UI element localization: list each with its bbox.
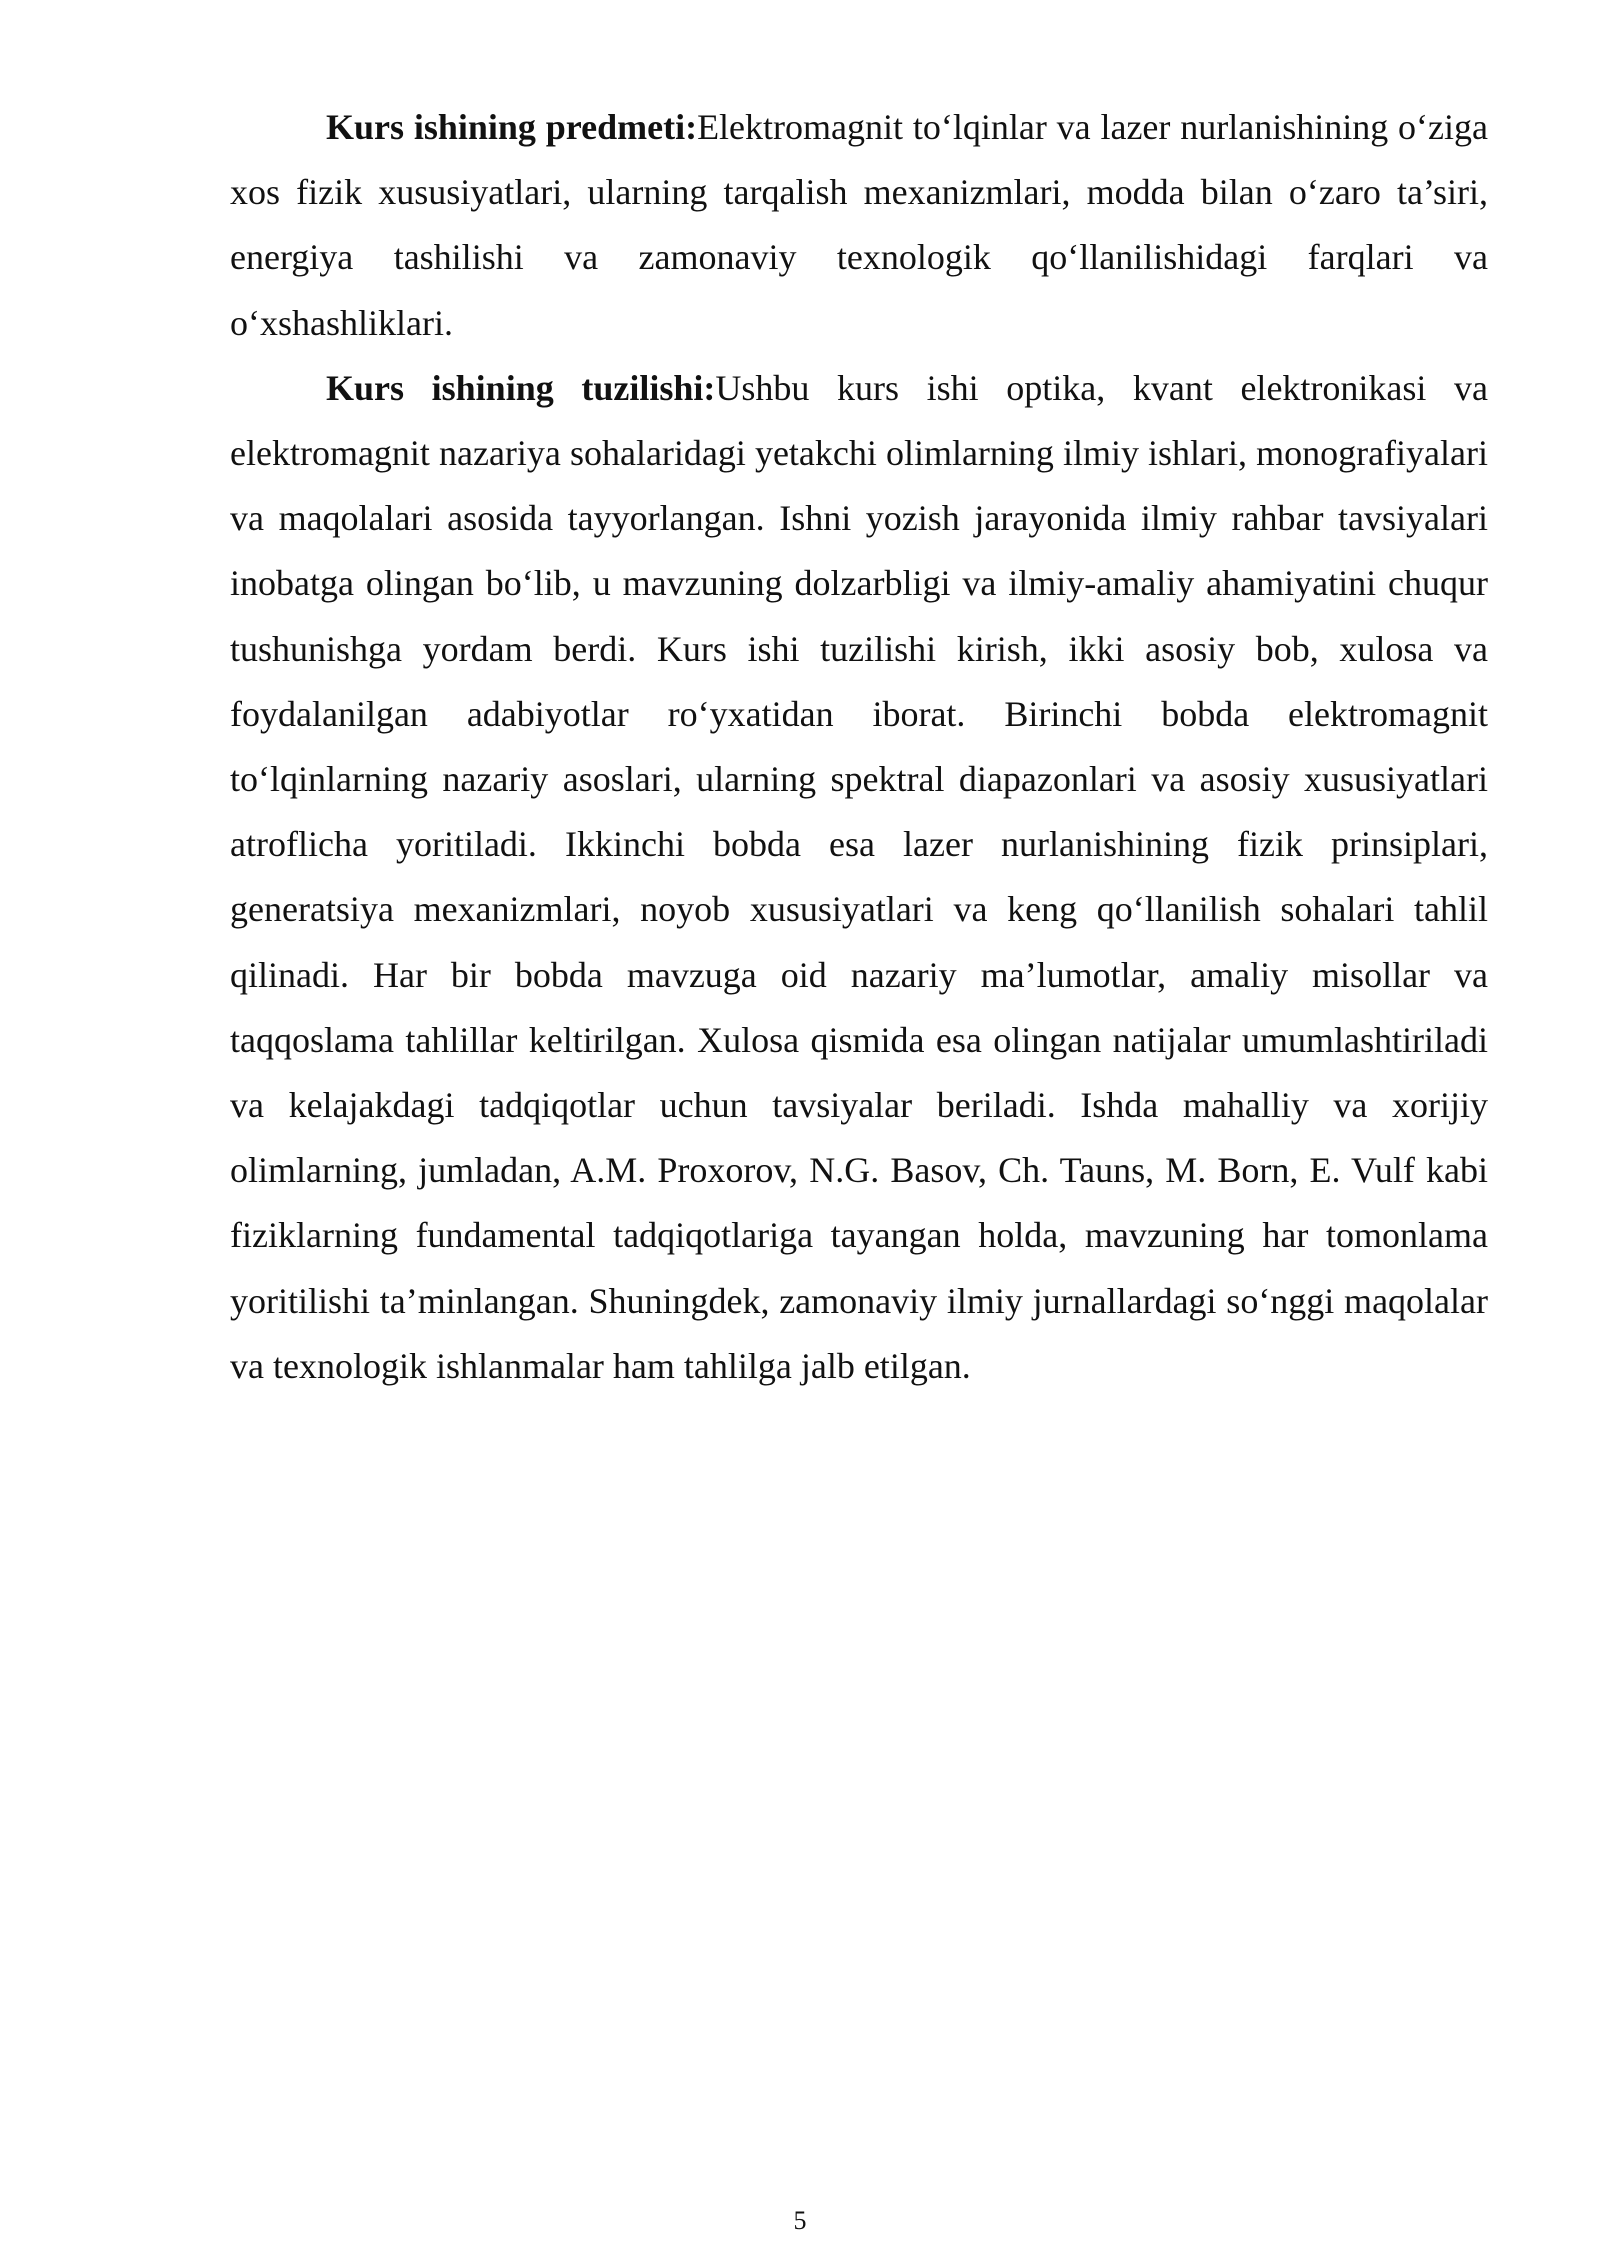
document-body bbox=[230, 95, 1488, 1399]
paragraph-subject-text: Elektromagnit to‘lqinlar va lazer nurlanishining o‘ziga xos fizik xususiyatlari, ularning tarqalish mexanizmlari, modda bilan o‘zaro ta’siri, energiya tashilishi va zamonaviy texnologik qo‘llanilishidagi farqlari va o‘xshashliklari. bbox=[230, 107, 1488, 343]
paragraph-subject-label: Kurs ishining predmeti: bbox=[326, 107, 698, 147]
paragraph-structure-label: Kurs ishining tuzilishi: bbox=[326, 367, 716, 408]
paragraph-structure bbox=[230, 356, 1488, 1399]
page-number: 5 bbox=[793, 2206, 807, 2235]
paragraph-subject bbox=[230, 95, 1488, 356]
paragraph-structure-text: Ushbu kurs ishi optika, kvant elektronikasi va elektromagnit nazariya sohalaridagi yetakchi olimlarning ilmiy ishlari, monografiyalari va maqolalari asosida tayyorlangan. Ishni yozish jarayonida ilmiy rahbar tavsiyalari inobatga olingan bo‘lib, u mavzuning dolzarbligi va ilmiy-amaliy ahamiyatini chuqur tushunishga yordam berdi. Kurs ishi tuzilishi kirish, ikki asosiy bob, xulosa va foydalanilgan adabiyotlar ro‘yxatidan iborat. Birinchi bobda elektromagnit to‘lqinlarning nazariy asoslari, ularning spektral diapazonlari va asosiy xususiyatlari atroflicha yoritiladi. Ikkinchi bobda esa lazer nurlanishining fizik prinsiplari, generatsiya mexanizmlari, noyob xususiyatlari va keng qo‘llanilish sohalari tahlil qilinadi. Har bir bobda mavzuga oid nazariy ma’lumotlar, amaliy misollar va taqqoslama tahlillar keltirilgan. Xulosa qismida esa olingan natijalar umumlashtiriladi va kelajakdagi tadqiqotlar uchun tavsiyalar beriladi. Ishda mahalliy va xorijiy olimlarning, jumladan, A.M. Proxorov, N.G. Basov, Ch. Tauns, M. Born, E. Vulf kabi fiziklarning fundamental tadqiqotlariga tayangan holda, mavzuning har tomonlama yoritilishi ta’minlangan. Shuningdek, zamonaviy ilmiy jurnallardagi so‘nggi maqolalar va texnologik ishlanmalar ham tahlilga jalb etilgan. bbox=[230, 367, 1488, 1386]
